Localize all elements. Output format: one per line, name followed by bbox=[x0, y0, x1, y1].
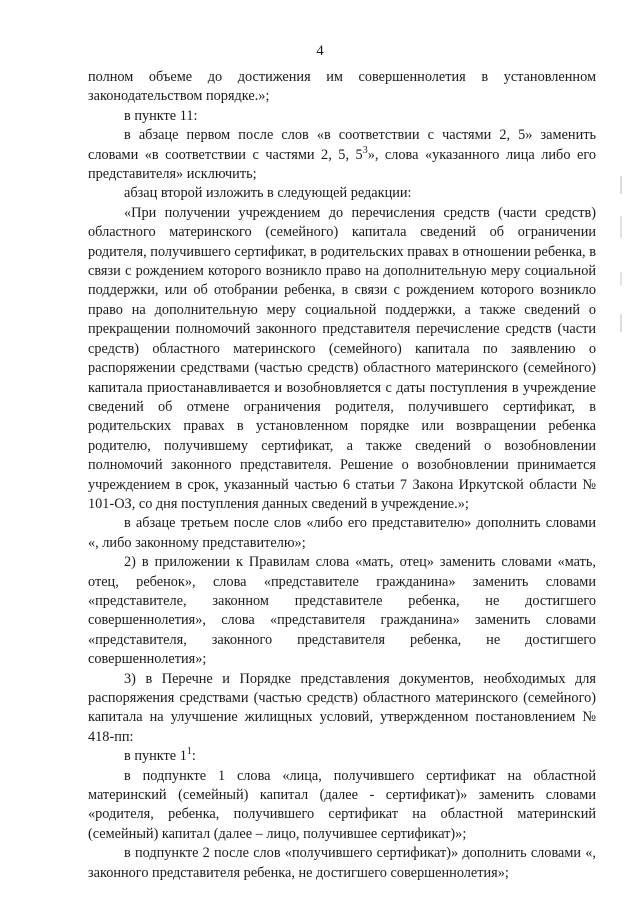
paragraph-third-abzac-amendment: в абзаце третьем после слов «либо его представителю» дополнить словами «, либо законному представителю»; bbox=[88, 515, 596, 551]
paragraph-first-abzac-amendment bbox=[88, 126, 596, 184]
paragraph-point-11-heading: в пункте 11: bbox=[124, 107, 198, 124]
paragraph-continuation: полном объеме до достижения им совершеннолетия в установленном законодательством порядке.»; bbox=[88, 69, 596, 105]
paragraph-subpoint-1: в подпункте 1 слова «лица, получившего сертификат на областной материнский (семейный) капитал (далее - сертификат)» заменить словами «родителя, ребенка, получившего сертификат на областной материнский (семейный) капитал (далее – лицо, получившее сертификат)»; bbox=[88, 767, 596, 842]
paragraph-second-abzac-heading: абзац второй изложить в следующей редакции: bbox=[124, 185, 412, 202]
paragraph-text: в абзаце первом после слов «в соответствии с частями 2, 5» заменить словами «в соответствии с частями 2, 5, 5 bbox=[88, 127, 596, 163]
superscript: 3 bbox=[362, 144, 368, 156]
document-body bbox=[88, 68, 596, 883]
scan-margin-mark bbox=[616, 176, 626, 336]
paragraph-item-2: 2) в приложении к Правилам слова «мать, отец» заменить словами «мать, отец, ребенок», слова «представителе гражданина» заменить словами «представителе, законном представителе ребенка, не достигшего совершеннолетия», слова «представителя гражданина» заменить словами «представителя, законного представителя ребенка, не достигшего совершеннолетия»; bbox=[88, 554, 596, 668]
page-number: 4 bbox=[316, 43, 324, 59]
paragraph-point-1-1-heading bbox=[88, 747, 596, 766]
paragraph-subpoint-2: в подпункте 2 после слов «получившего сертификат)» дополнить словами «, законного представителя ребенка, не достигшего совершеннолетия»; bbox=[88, 845, 596, 881]
paragraph-item-3: 3) в Перечне и Порядке представления документов, необходимых для распоряжения средствами (частью средств) областного материнского (семейного) капитала на улучшение жилищных условий, утвержденном постановлением № 418-пп: bbox=[88, 670, 596, 745]
paragraph-text: в пункте 1 bbox=[124, 748, 187, 765]
superscript: 1 bbox=[186, 746, 192, 758]
paragraph-text: », слова «указанного лица либо его представителя» исключить; bbox=[88, 146, 596, 183]
paragraph-new-wording: «При получении учреждением до перечисления средств (части средств) областного материнского (семейного) капитала сведений об ограничении родителя, получившего сертификат, в родительских правах в отношении ребенка, в связи с рождением которого возникло право на дополнительную меру социальной поддержки, или об отобрании ребенка, в связи с рождением которого возникло право на дополнительную меру социальной поддержки, а также сведений о прекращении полномочий законного представителя перечисление средств (части средств) областного материнского (семейного) капитала по заявлению о распоряжении средствами (частью средств) областного материнского (семейного) капитала приостанавливается и возобновляется с даты поступления в учреждение сведений об отмене ограничения родителя, получившего сертификат, в родительских правах в установленном порядке или возвращении ребенка родителю, получившему сертификат, а также сведений о возобновлении полномочий законного представителя. Решение о возобновлении принимается учреждением в срок, указанный частью 6 статьи 7 Закона Иркутской области № 101-ОЗ, со дня поступления данных сведений в учреждение.»; bbox=[88, 204, 596, 512]
paragraph-text: : bbox=[191, 748, 196, 765]
